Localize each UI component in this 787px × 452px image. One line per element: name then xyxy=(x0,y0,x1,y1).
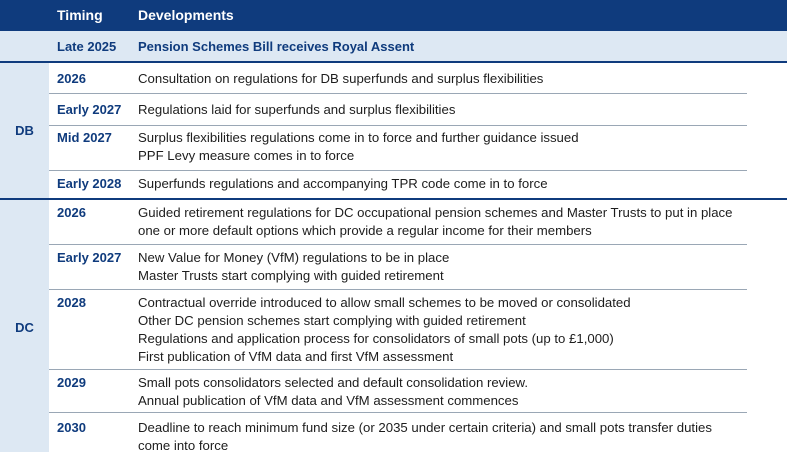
development-line: Superfunds regulations and accompanying TPR code come in to force xyxy=(138,176,548,191)
row-timing: Mid 2027 xyxy=(57,130,112,145)
table-row xyxy=(49,63,747,94)
top-row-blank-cell xyxy=(0,31,49,61)
row-timing: 2030 xyxy=(57,420,86,435)
group-dc-rows xyxy=(49,200,747,452)
row-development xyxy=(131,374,747,412)
table-header xyxy=(0,0,787,31)
table-row xyxy=(49,413,747,452)
row-development xyxy=(131,249,747,289)
top-row-timing: Late 2025 xyxy=(57,39,117,54)
development-line: Guided retirement regulations for DC occupational pension schemes and Master Trusts to put in place one or more default options which provide a regular income for their members xyxy=(138,205,733,238)
group-dc xyxy=(0,198,787,452)
development-line: First publication of VfM data and first VfM assessment xyxy=(138,349,454,364)
development-line: Regulations laid for superfunds and surplus flexibilities xyxy=(138,102,456,117)
top-row xyxy=(0,31,787,62)
development-line: Other DC pension schemes start complying with guided retirement xyxy=(138,313,526,328)
row-development xyxy=(131,129,747,170)
development-line: PPF Levy measure comes in to force xyxy=(138,148,355,163)
table-row xyxy=(49,290,747,370)
row-timing: Early 2028 xyxy=(57,176,122,191)
table-row xyxy=(49,245,747,290)
header-blank-cell xyxy=(0,0,49,31)
header-developments: Developments xyxy=(138,7,234,23)
row-timing: 2029 xyxy=(57,375,86,390)
table-row xyxy=(49,126,747,171)
group-label-dc: DC xyxy=(0,200,49,452)
development-line: Consultation on regulations for DB superfunds and surplus flexibilities xyxy=(138,71,544,86)
development-line: Surplus flexibilities regulations come in to force and further guidance issued xyxy=(138,130,579,145)
top-row-development: Pension Schemes Bill receives Royal Assent xyxy=(138,39,415,54)
table-row xyxy=(49,94,747,126)
row-development xyxy=(131,294,747,369)
row-timing: 2028 xyxy=(57,295,86,310)
row-development xyxy=(131,204,747,244)
group-label-db: DB xyxy=(0,63,49,198)
development-line: Master Trusts start complying with guided retirement xyxy=(138,268,444,283)
row-development xyxy=(131,101,747,125)
development-line: Regulations and application process for consolidators of small pots (up to £1,000) xyxy=(138,331,614,346)
row-development xyxy=(131,419,747,452)
row-timing: Early 2027 xyxy=(57,102,122,117)
row-development xyxy=(131,70,747,93)
development-line: Contractual override introduced to allow small schemes to be moved or consolidated xyxy=(138,295,631,310)
development-line: Deadline to reach minimum fund size (or 2035 under certain criteria) and small pots transfer duties come into force xyxy=(138,420,712,452)
row-timing: Early 2027 xyxy=(57,250,122,265)
development-line: Annual publication of VfM data and VfM assessment commences xyxy=(138,393,519,408)
development-line: New Value for Money (VfM) regulations to be in place xyxy=(138,250,450,265)
group-db-rows xyxy=(49,63,747,198)
group-db xyxy=(0,62,787,198)
header-timing: Timing xyxy=(57,7,103,23)
row-development xyxy=(131,175,747,198)
table-row xyxy=(49,200,747,245)
table-row xyxy=(49,370,747,413)
row-timing: 2026 xyxy=(57,205,86,220)
table-row xyxy=(49,171,747,198)
development-line: Small pots consolidators selected and default consolidation review. xyxy=(138,375,528,390)
row-timing: 2026 xyxy=(57,71,86,86)
